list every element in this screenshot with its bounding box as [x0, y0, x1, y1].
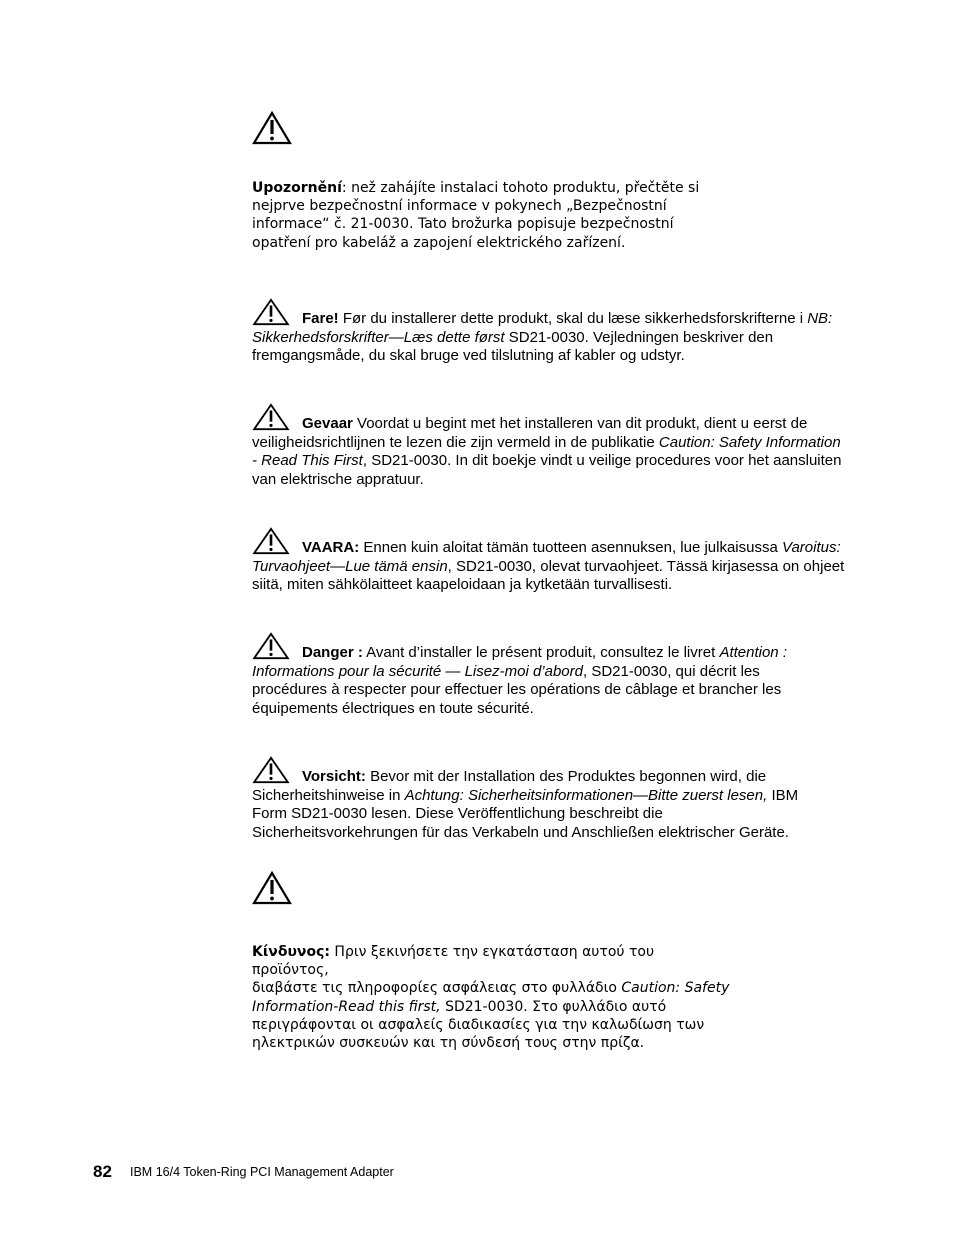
notice-title: VAARA: — [302, 539, 360, 556]
notice-text: περιγράφονται οι ασφαλείς διαδικασίες για την καλωδίωση των — [252, 1016, 705, 1033]
notice-text: : než zahájíte instalaci tohoto produktu, přečtěte si — [341, 180, 700, 196]
danger-notice-czech — [252, 179, 722, 252]
notice-title: Fare! — [302, 310, 339, 327]
danger-notice-danish — [252, 310, 842, 366]
publication-title: Caution: Safety — [621, 980, 730, 997]
notice-text: Πριν ξεκινήσετε την εγκατάσταση αυτού του προϊόντος, — [252, 944, 655, 979]
notice-text: IBM Form SD21-0030 lesen. Diese Veröffentlichung beschreibt die Sicherheitsvorkehrungen für das Verkabeln und Anschließen elektrischer Geräte. — [252, 786, 799, 841]
notice-text: Avant d’installer le présent produit, consultez le livret — [362, 644, 720, 661]
danger-triangle-icon — [252, 756, 290, 784]
notice-text: Før du installerer dette produkt, skal du læse sikkerhedsforskrifterne i — [338, 310, 808, 327]
notice-title: Κίνδυνος: — [252, 944, 330, 960]
notice-title: Gevaar — [302, 415, 353, 432]
page-number: 82 — [93, 1162, 112, 1181]
publication-title: NB: Sikkerhedsforskrifter—Læs dette først — [252, 310, 833, 346]
notice-title: Vorsicht: — [302, 768, 366, 785]
danger-triangle-icon — [252, 527, 290, 555]
notice-text: ηλεκτρικών συσκευών και τη σύνδεσή τους στην πρίζα. — [252, 1035, 645, 1052]
notice-text: Bevor mit der Installation des Produktes begonnen wird, die Sicherheitshinweise in — [252, 768, 767, 804]
notice-text: SD21-0030. Vejledningen beskriver den fremgangsmåde, du skal bruge ved tilslutning af kabler og udstyr. — [252, 328, 774, 365]
publication-title: Information-Read this first, — [252, 998, 441, 1015]
danger-notice-greek — [252, 943, 732, 1052]
notice-text: διαβάστε τις πληροφορίες ασφάλειας στο φυλλάδιο — [252, 980, 622, 997]
danger-triangle-icon — [252, 298, 290, 326]
notice-text: , SD21-0030. In dit boekje vindt u veilige procedures voor het aansluiten van elektrische appratuur. — [252, 452, 842, 488]
danger-triangle-icon — [252, 111, 292, 145]
publication-title: Caution: Safety Information - Read This First — [252, 433, 841, 470]
notice-text: , SD21-0030, olevat turvaohjeet. Tässä kirjasessa on ohjeet siitä, miten sähkölaitteet kaapeloidaan ja kytketään turvallisesti. — [252, 557, 845, 594]
notice-text: opatření pro kabeláž a zapojení elektrického zařízení. — [252, 234, 626, 251]
notice-text: informace“ č. 21-0030. Tato brožurka popisuje bezpečnostní — [252, 216, 674, 233]
notice-title: Danger : — [302, 644, 363, 661]
page-footer — [93, 1162, 394, 1182]
notice-text: Voordat u begint met het installeren van dit produkt, dient u eerst de veiligheidsrichtlijnen te lezen die zijn vermeld in de publikatie — [252, 415, 808, 451]
danger-notice-french — [252, 644, 822, 718]
notice-text: , SD21-0030, qui décrit les procédures à respecter pour effectuer les opérations de câblage et brancher les équipements électriques en toute sécurité. — [252, 662, 782, 717]
danger-notice-german — [252, 768, 832, 842]
notice-text: Ennen kuin aloitat tämän tuotteen asennuksen, lue julkaisussa — [359, 539, 782, 556]
publication-title: Attention : Informations pour la sécurité — Lisez-moi d’abord — [252, 644, 787, 680]
danger-triangle-icon — [252, 632, 290, 660]
danger-notice-dutch — [252, 415, 842, 489]
notice-title: Upozornění — [252, 180, 342, 196]
danger-notice-finnish — [252, 539, 846, 595]
notice-text: SD21-0030. Στο φυλλάδιο αυτό — [440, 998, 667, 1015]
document-title: IBM 16/4 Token-Ring PCI Management Adapter — [130, 1165, 394, 1179]
danger-triangle-icon — [252, 871, 292, 905]
danger-triangle-icon — [252, 403, 290, 431]
publication-title: Achtung: Sicherheitsinformationen—Bitte zuerst lesen, — [404, 786, 768, 804]
notice-text: nejprve bezpečnostní informace v pokynech „Bezpečnostní — [252, 198, 667, 215]
publication-title: Varoitus: Turvaohjeet—Lue tämä ensin — [252, 539, 841, 575]
